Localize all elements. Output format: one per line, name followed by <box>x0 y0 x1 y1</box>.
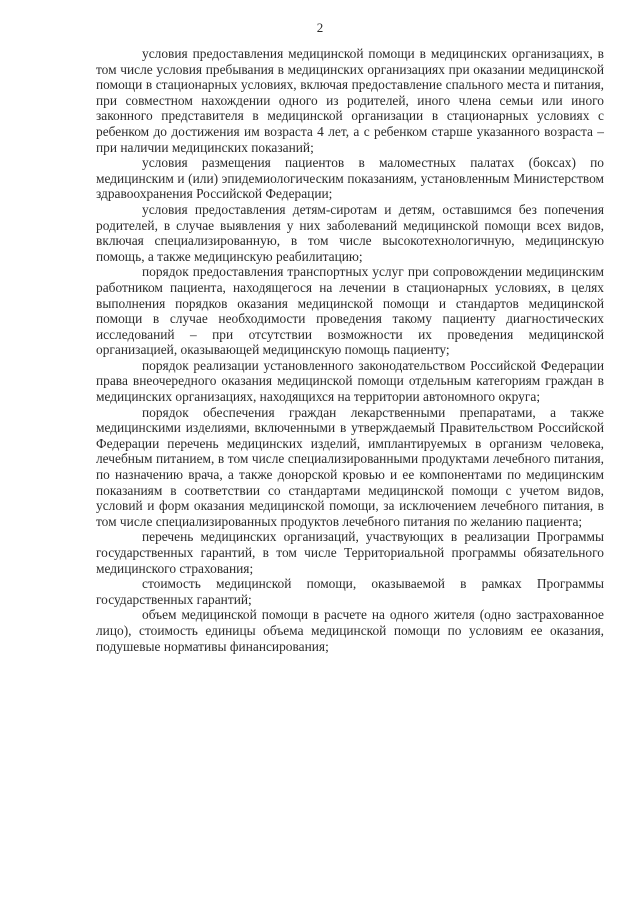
paragraph: объем медицинской помощи в расчете на одного жителя (одно застрахованное лицо), стоимость единицы объема медицинской помощи по условиям ее оказания, подушевые нормативы финансирования; <box>96 607 604 654</box>
document-body <box>96 46 604 654</box>
paragraph: порядок реализации установленного законодательством Российской Федерации права внеочередного оказания медицинской помощи отдельным категориям граждан в медицинских организациях, находящихся на территории автономного округа; <box>96 357 604 405</box>
paragraph: условия предоставления детям-сиротам и детям, оставшимся без попечения родителей, в случае выявления у них заболеваний медицинской помощи всех видов, включая специализированную, в том числе высокотехнологичную, медицинскую помощь, а также медицинскую реабилитацию; <box>96 201 604 264</box>
paragraph: перечень медицинских организаций, участвующих в реализации Программы государственных гарантий, в том числе Территориальной программы обязательного медицинского страхования; <box>96 529 604 576</box>
paragraph: порядок предоставления транспортных услуг при сопровождении медицинским работником пациента, находящегося на лечении в стационарных условиях, в целях выполнения порядков оказания медицинской помощи и стандартов медицинской помощи в случае необходимости проведения такому пациенту диагностических исследований – при отсутствии возможности их проведения медицинской организацией, оказывающей медицинскую помощь пациенту; <box>96 264 604 358</box>
paragraph: стоимость медицинской помощи, оказываемой в рамках Программы государственных гарантий; <box>96 576 604 607</box>
page-number: 2 <box>316 20 324 35</box>
paragraph: условия предоставления медицинской помощи в медицинских организациях, в том числе условия пребывания в медицинских организациях при оказании медицинской помощи в стационарных условиях, включая предоставление спального места и питания, при совместном нахождении одного из родителей, иного члена семьи или иного законного представителя в медицинской организации в стационарных условиях с ребенком до достижения им возраста 4 лет, а с ребенком старше указанного возраста – при наличии медицинских показаний; <box>96 46 604 155</box>
paragraph: порядок обеспечения граждан лекарственными препаратами, а также медицинскими изделиями, включенными в утверждаемый Правительством Российской Федерации перечень медицинских изделий, имплантируемых в организм человека, лечебным питанием, в том числе специализированными продуктами лечебного питания, по назначению врача, а также донорской кровью и ее компонентами по медицинским показаниям в соответствии со стандартами медицинской помощи с учетом видов, условий и форм оказания медицинской помощи, за исключением лечебного питания, в том числе специализированных продуктов лечебного питания по желанию пациента; <box>96 404 604 529</box>
paragraph: условия размещения пациентов в маломестных палатах (боксах) по медицинским и (или) эпидемиологическим показаниям, установленным Министерством здравоохранения Российской Федерации; <box>96 155 604 202</box>
